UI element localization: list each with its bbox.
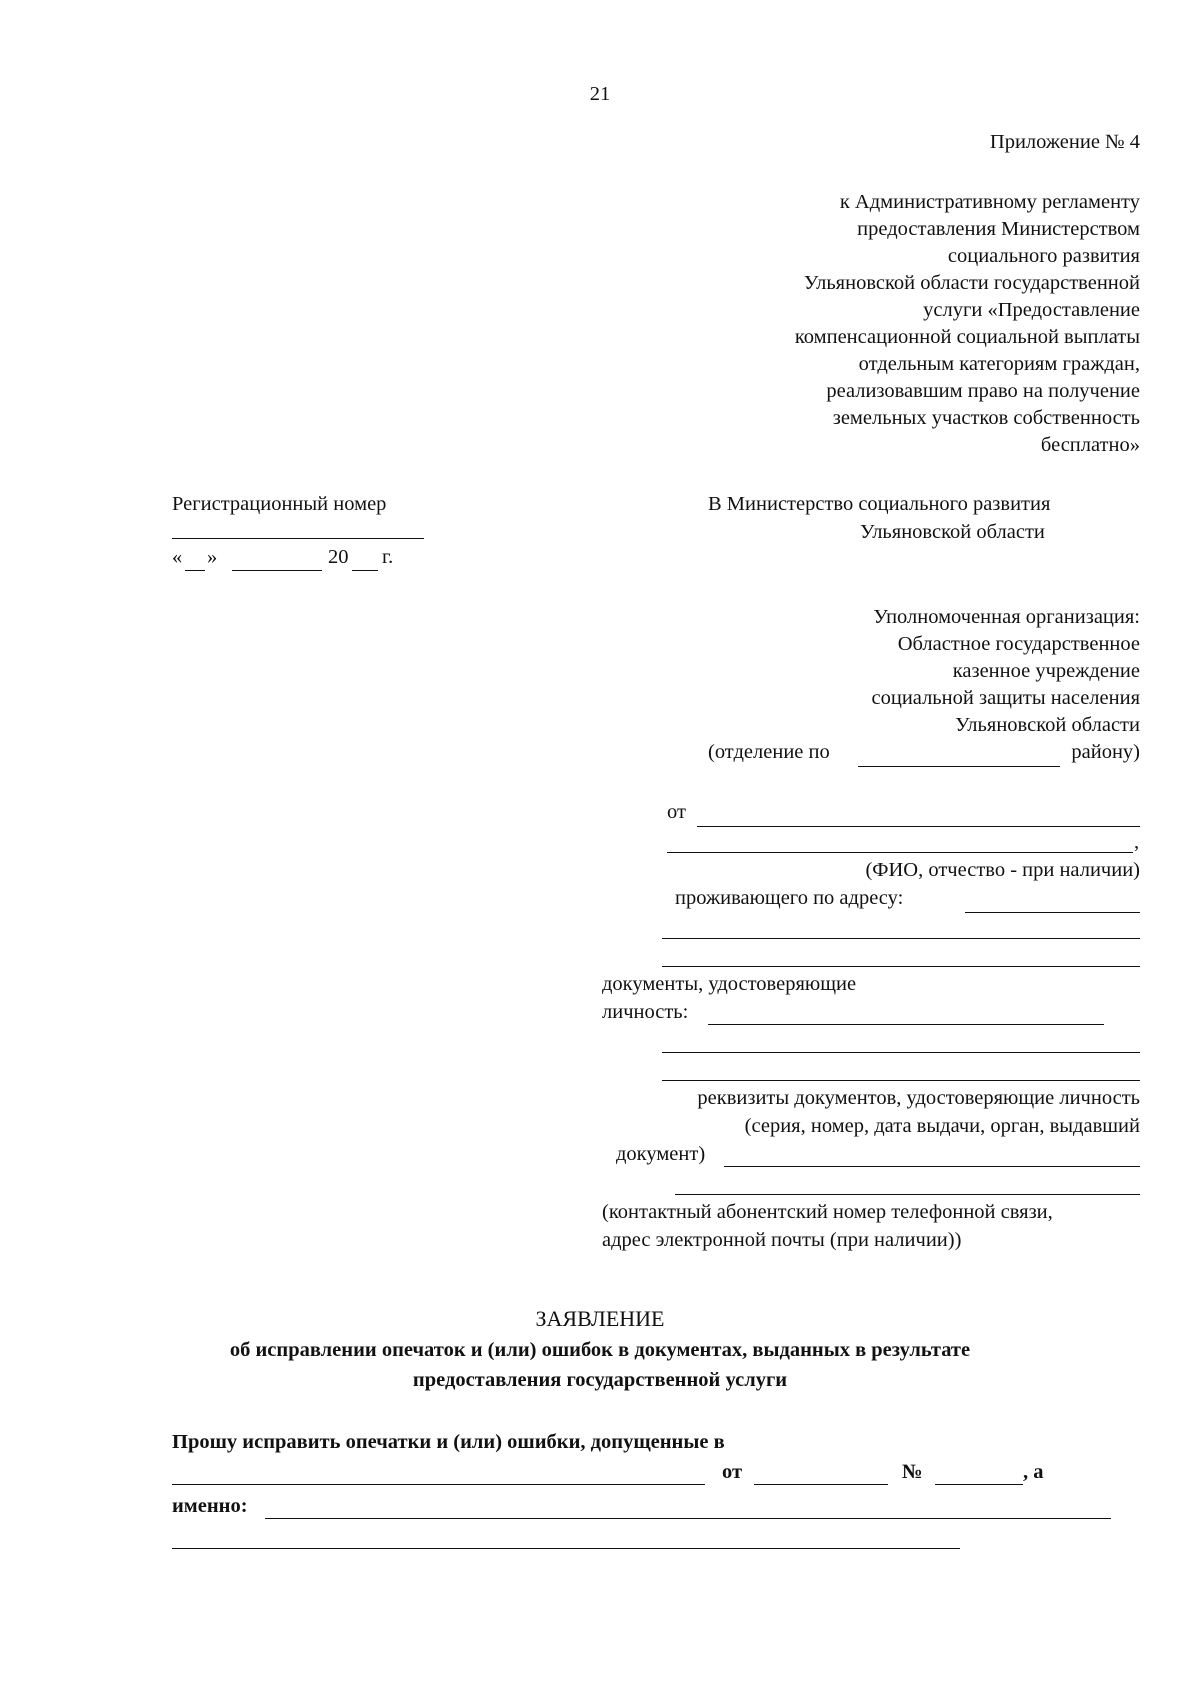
address-field[interactable] xyxy=(965,912,1140,913)
registration-label: Регистрационный номер xyxy=(172,493,387,515)
date-year-field[interactable] xyxy=(352,570,378,571)
org-line: Ульяновской области xyxy=(955,714,1140,736)
address-field-3[interactable] xyxy=(662,966,1140,967)
appendix-line: компенсационной социальной выплаты xyxy=(794,326,1140,348)
errors-description-field-2[interactable] xyxy=(172,1548,960,1549)
doc-number-label: № xyxy=(902,1461,923,1483)
id-docs-label-line1: документы, удостоверяющие xyxy=(602,973,857,995)
appendix-line: бесплатно» xyxy=(1040,434,1140,456)
date-close-quote: » xyxy=(207,546,218,568)
id-docs-field-2[interactable] xyxy=(662,1052,1140,1053)
fio-hint: (ФИО, отчество - при наличии) xyxy=(865,859,1140,881)
address-field-2[interactable] xyxy=(662,938,1140,939)
contact-line1: (контактный абонентский номер телефонной связи, xyxy=(602,1201,1053,1223)
registration-number-field[interactable] xyxy=(172,538,424,539)
document-number-field[interactable] xyxy=(935,1484,1023,1485)
appendix-line: услуги «Предоставление xyxy=(923,299,1140,321)
org-line: Областное государственное xyxy=(897,633,1140,655)
appendix-line: реализовавшим право на получение xyxy=(826,380,1140,402)
org-line: казенное учреждение xyxy=(952,660,1140,682)
contact-line2: адрес электронной почты (при наличии)) xyxy=(602,1229,962,1251)
comma-mark: , xyxy=(1134,831,1140,853)
applicant-name-field[interactable] xyxy=(697,826,1140,827)
date-day-field[interactable] xyxy=(185,570,205,571)
appendix-title: Приложение № 4 xyxy=(989,131,1140,153)
addressee-line1: В Министерство социального развития xyxy=(708,493,1051,515)
id-docs-label-line2: личность: xyxy=(602,1001,689,1023)
id-docs-field[interactable] xyxy=(708,1024,1104,1025)
doc-from-label: от xyxy=(722,1461,743,1483)
namely-label: именно: xyxy=(172,1495,248,1517)
document-date-field[interactable] xyxy=(754,1484,888,1485)
date-year-suffix: г. xyxy=(382,546,394,568)
statement-subtitle-line1: об исправлении опечаток и (или) ошибок в документах, выданных в результате xyxy=(229,1339,971,1361)
org-line: Уполномоченная организация: xyxy=(873,606,1140,628)
requisites-field[interactable] xyxy=(724,1166,1140,1167)
appendix-line: земельных участков собственность xyxy=(832,407,1140,429)
appendix-line: предоставления Министерством xyxy=(857,218,1140,240)
branch-district-field[interactable] xyxy=(858,766,1060,767)
request-text: Прошу исправить опечатки и (или) ошибки, допущенные в xyxy=(172,1431,725,1453)
requisites-line1: реквизиты документов, удостоверяющие личность xyxy=(697,1087,1140,1109)
requisites-line2: (серия, номер, дата выдачи, орган, выдавший xyxy=(744,1115,1140,1137)
statement-title: ЗАЯВЛЕНИЕ xyxy=(535,1306,665,1331)
branch-suffix: району) xyxy=(1071,741,1140,763)
statement-subtitle-line2: предоставления государственной услуги xyxy=(412,1369,788,1391)
and-label: , а xyxy=(1023,1461,1044,1483)
appendix-line: к Административному регламенту xyxy=(839,191,1140,213)
from-label: от xyxy=(667,801,686,823)
date-year-prefix: 20 xyxy=(328,546,349,568)
appendix-line: социального развития xyxy=(947,245,1140,267)
errors-description-field[interactable] xyxy=(265,1518,1111,1519)
contact-field[interactable] xyxy=(675,1194,1140,1195)
id-docs-field-3[interactable] xyxy=(662,1080,1140,1081)
document-name-field[interactable] xyxy=(172,1484,705,1485)
addressee-line2: Ульяновской области xyxy=(860,521,1045,543)
appendix-line: Ульяновской области государственной xyxy=(803,272,1140,294)
appendix-line: отдельным категориям граждан, xyxy=(858,353,1140,375)
page-number: 21 xyxy=(589,83,611,105)
date-open-quote: « xyxy=(172,546,183,568)
address-label: проживающего по адресу: xyxy=(675,887,904,909)
date-month-field[interactable] xyxy=(232,570,322,571)
org-line: социальной защиты населения xyxy=(871,687,1140,709)
applicant-name-field-2[interactable] xyxy=(667,852,1133,853)
branch-prefix: (отделение по xyxy=(708,741,830,763)
requisites-line3: документ) xyxy=(616,1143,706,1165)
